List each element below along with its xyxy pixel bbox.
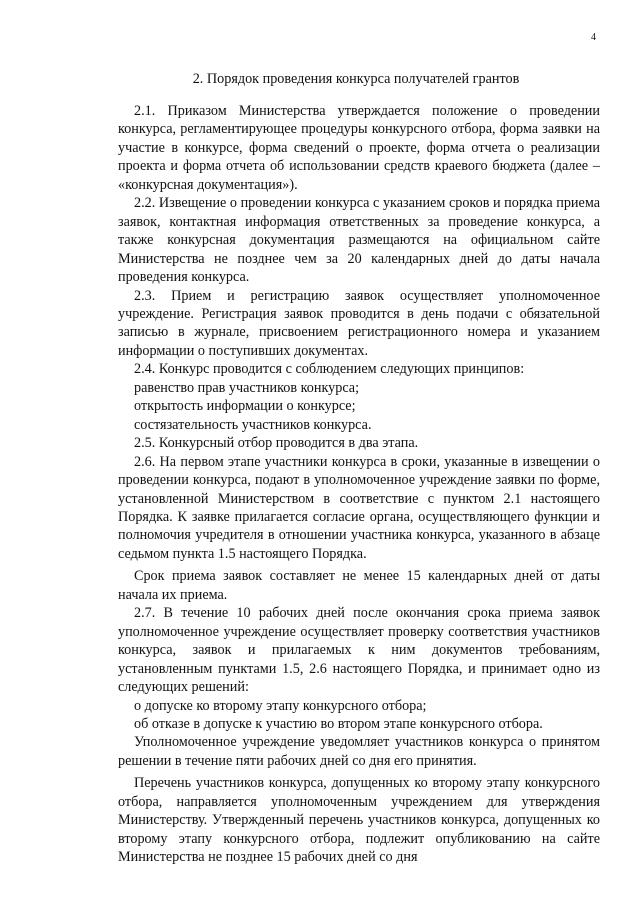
principle-competition: состязательность участников конкурса.	[134, 416, 372, 433]
paragraph-2-5: 2.5. Конкурсный отбор проводится в два этапа.	[134, 435, 419, 452]
paragraph-2-7: 2.7. В течение 10 рабочих дней после окончания срока приема заявок уполномоченное учреждение осуществляет проверку соответствия участников конкурса, заявок и прилагаемых к ним документов требованиям, установленным пунктами 1.5, 2.6 настоящего Порядка, и принимает одно из следующих решений:	[118, 605, 600, 696]
paragraph-2-4: 2.4. Конкурс проводится с соблюдением следующих принципов:	[134, 361, 525, 378]
paragraph-2-2: 2.2. Извещение о проведении конкурса с указанием сроков и порядка приема заявок, контактная информация ответственных за проведение конкурса, а также конкурсная документация размещаются на официальном сайте Министерства не позднее чем за 20 календарных дней до даты начала проведения конкурса.	[118, 195, 600, 286]
paragraph-application-term: Срок приема заявок составляет не менее 15 календарных дней от даты начала их приема.	[118, 568, 600, 603]
paragraph-notification: Уполномоченное учреждение уведомляет участников конкурса о принятом решении в течение пяти рабочих дней со дня его принятия.	[118, 734, 600, 769]
paragraph-2-1: 2.1. Приказом Министерства утверждается положение о проведении конкурса, регламентирующее процедуры конкурсного отбора, форма заявки на участие в конкурсе, форма сведений о проекте, форма отчета о реализации проекта и форма отчета об использовании средств краевого бюджета (далее – «конкурсная документация»).	[118, 103, 600, 193]
paragraph-2-6: 2.6. На первом этапе участники конкурса в сроки, указанные в извещении о проведении конкурса, подают в уполномоченное учреждение заявки по форме, установленной Министерством в соответствие с пунктом 2.1 настоящего Порядка. К заявке прилагается согласие органа, осуществляющего функции и полномочия учредителя в отношении участника конкурса, указанного в абзаце седьмом пункта 1.5 настоящего Порядка.	[118, 453, 600, 562]
principle-openness: открытость информации о конкурсе;	[134, 398, 356, 415]
document-body	[118, 102, 600, 867]
decision-admission: о допуске ко второму этапу конкурсного отбора;	[134, 697, 427, 714]
page-number: 4	[591, 32, 596, 43]
section-heading: 2. Порядок проведения конкурса получателей грантов	[192, 71, 520, 87]
paragraph-participant-list: Перечень участников конкурса, допущенных ко второму этапу конкурсного отбора, направляется уполномоченным учреждением для утверждения Министерству. Утвержденный перечень участников конкурса, допущенных ко второму этапу конкурсного отбора, подлежит опубликованию на сайте Министерства не позднее 15 рабочих дней со дня	[118, 775, 600, 866]
principle-equality: равенство прав участников конкурса;	[134, 379, 360, 396]
decision-refusal: об отказе в допуске к участию во втором этапе конкурсного отбора.	[134, 715, 543, 732]
paragraph-2-3: 2.3. Прием и регистрацию заявок осуществляет уполномоченное учреждение. Регистрация заявок проводится в день подачи с обязательной записью в журнале, присвоением регистрационного номера и указанием информации о поступивших документах.	[118, 287, 600, 359]
